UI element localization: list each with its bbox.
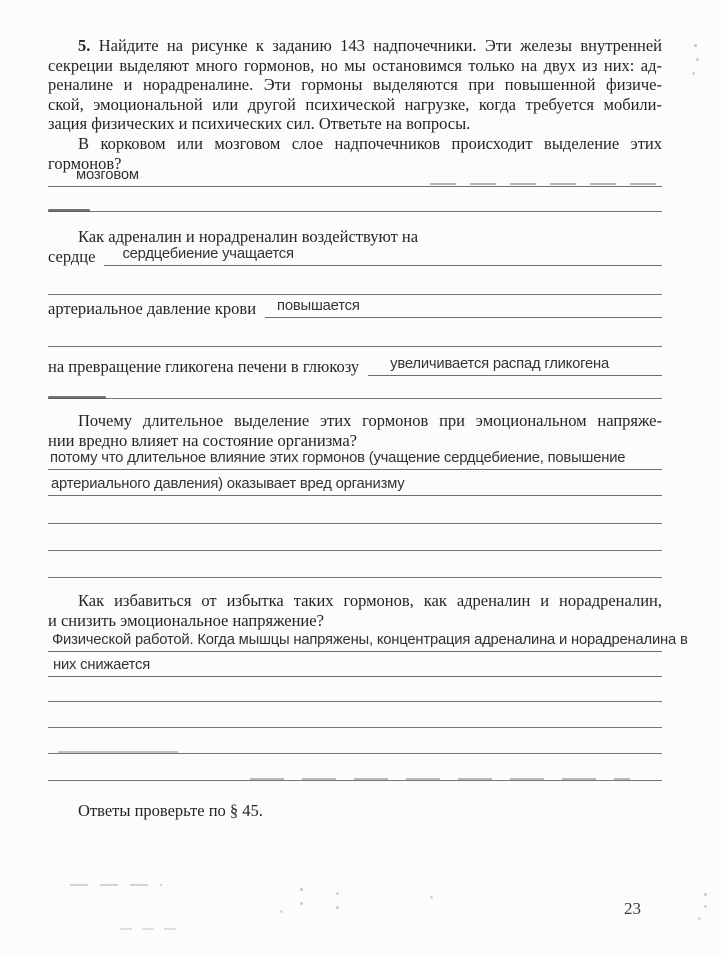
ruled-line (48, 523, 662, 524)
ruled-line (48, 346, 662, 347)
ruled-line (48, 753, 662, 754)
answer-text-excess: Физической работой. Когда мышцы напряжены, концентрация адреналина и норадреналина в (52, 632, 688, 648)
intro-line (48, 36, 662, 56)
answer-text-excess: них снижается (53, 657, 151, 673)
question-line: Как адреналин и норадреналин воздействуют на (78, 227, 419, 246)
intro-line: зация физических и психических сил. Ответьте на вопросы. (48, 114, 471, 133)
task-intro (48, 36, 662, 134)
question-line: нии вредно влияет на состояние организма? (48, 430, 357, 450)
question-line: Как избавиться от избытка таких гормонов, как адреналин и норадреналин, (78, 591, 662, 610)
answer-field-pressure (48, 292, 662, 318)
answer-text-pressure: повышается (277, 298, 360, 314)
answer-text-glycogen: увеличивается распад гликогена (390, 356, 610, 372)
scan-artifact (704, 893, 707, 896)
question-line: Почему длительное выделение этих гормонов при эмоциональном напряже- (78, 411, 662, 430)
ruled-line (48, 780, 662, 781)
answer-text-stress: потому что длительное влияние этих гормонов (учащение сердцебиение, повышение (50, 450, 626, 466)
answer-field-excess (48, 650, 662, 677)
scan-artifact (300, 888, 303, 891)
ruled-line (48, 577, 662, 578)
task-number: 5. (78, 36, 91, 55)
answer-field-heart (48, 240, 662, 266)
answer-field-stress (48, 443, 662, 470)
answer-text-stress: артериального давления) оказывает вред организму (51, 476, 405, 492)
answer-field-excess (48, 625, 688, 652)
scan-artifact (70, 884, 162, 886)
answer-field-glycogen (48, 350, 662, 376)
field-label-pressure: артериальное давление крови (48, 299, 257, 318)
field-label-glycogen: на превращение гликогена печени в глюкозу (48, 357, 360, 376)
ruled-line (48, 727, 662, 728)
intro-line: секреции выделяют много гормонов, но мы остановимся только на двух из них: ад- (48, 55, 662, 75)
answer-field-layer (48, 160, 662, 187)
question-line: гормонов? (48, 153, 122, 173)
ruled-line (48, 550, 662, 551)
answer-text-layer: мозговом (76, 167, 139, 183)
intro-line: ской, эмоциональной или другой психической нагрузке, когда требуется мобили- (48, 94, 662, 114)
field-label-heart: сердце (48, 247, 96, 266)
scan-artifact (120, 928, 180, 930)
answer-text-heart: сердцебиение учащается (122, 246, 294, 262)
intro-text: Найдите на рисунке к заданию 143 надпочечники. Эти железы внутренней (98, 36, 663, 55)
answer-field-stress (48, 469, 662, 496)
page-number: 23 (624, 899, 641, 918)
ruled-line (48, 398, 662, 399)
question-line: В корковом или мозговом слое надпочечников происходит выделение этих (78, 134, 662, 153)
ruled-line (48, 701, 662, 702)
fill-line (104, 239, 662, 266)
footer-note: Ответы проверьте по § 45. (78, 801, 263, 820)
intro-line: реналине и норадреналине. Эти гормоны выделяются при повышенной физиче- (48, 75, 662, 94)
ruled-line (48, 211, 662, 212)
fill-line (368, 349, 662, 376)
fill-line (265, 291, 662, 318)
question-line: и снизить эмоциональное напряжение? (48, 610, 324, 630)
scan-artifact (694, 44, 697, 47)
